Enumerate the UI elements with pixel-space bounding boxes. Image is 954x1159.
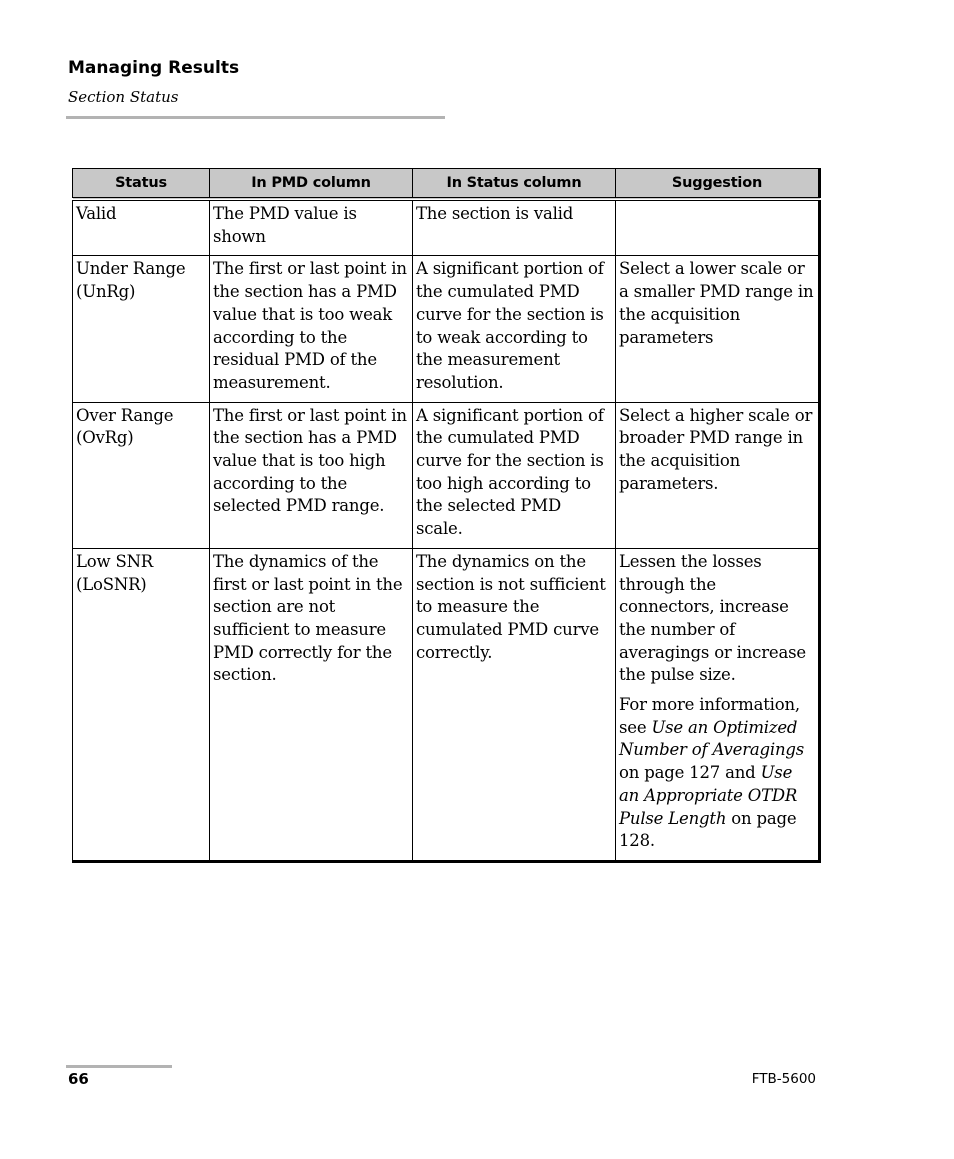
header-divider (66, 116, 445, 119)
cell-suggestion (616, 199, 820, 256)
more-info-prefix: For more information, see (619, 695, 800, 737)
column-header-pmd: In PMD column (210, 169, 413, 200)
cell-status-column: The dynamics on the section is not sufficient to measure the cumulated PMD curve correctly. (413, 548, 616, 861)
cell-suggestion: Select a lower scale or a smaller PMD range in the acquisition parameters (616, 256, 820, 402)
more-info-mid: on page 127 and (619, 763, 761, 783)
link-optimized-averagings[interactable]: Use an Optimized Number of Averagings (619, 717, 805, 760)
cell-status: Over Range (OvRg) (73, 402, 210, 548)
cell-suggestion: Select a higher scale or broader PMD range in the acquisition parameters. (616, 402, 820, 548)
cell-pmd: The first or last point in the section has a PMD value that is too high according to the selected PMD range. (210, 402, 413, 548)
cell-status-column: A significant portion of the cumulated PMD curve for the section is to weak according to the measurement resolution. (413, 256, 616, 402)
column-header-status: Status (73, 169, 210, 200)
cell-status: Low SNR (LoSNR) (73, 548, 210, 861)
section-status-table (72, 168, 821, 863)
footer-divider (66, 1065, 172, 1068)
cell-status: Under Range (UnRg) (73, 256, 210, 402)
cell-pmd: The dynamics of the first or last point in the section are not sufficient to measure PMD correctly for the section. (210, 548, 413, 861)
cell-status-column: A significant portion of the cumulated PMD curve for the section is too high according to the selected PMD scale. (413, 402, 616, 548)
suggestion-text: Lessen the losses through the connectors, increase the number of averagings or increase the pulse size. (619, 551, 806, 685)
column-header-suggestion: Suggestion (616, 169, 820, 200)
page-number: 66 (68, 1070, 89, 1088)
more-info-suffix: on page 128. (619, 808, 797, 851)
table-row (73, 548, 820, 861)
more-info-paragraph (619, 694, 815, 853)
link-otdr-pulse-length[interactable]: Use an Appropriate OTDR Pulse Length (619, 763, 798, 828)
cell-status-column: The section is valid (413, 199, 616, 256)
table-header-row (73, 169, 820, 200)
table-row (73, 402, 820, 548)
section-subtitle: Section Status (68, 88, 179, 106)
table-row (73, 199, 820, 256)
product-model: FTB-5600 (751, 1071, 816, 1087)
cell-pmd: The first or last point in the section has a PMD value that is too weak according to the residual PMD of the measurement. (210, 256, 413, 402)
table-row (73, 256, 820, 402)
cell-suggestion (616, 548, 820, 861)
cell-pmd: The PMD value is shown (210, 199, 413, 256)
cell-status: Valid (73, 199, 210, 256)
chapter-title: Managing Results (68, 58, 240, 78)
column-header-status-column: In Status column (413, 169, 616, 200)
